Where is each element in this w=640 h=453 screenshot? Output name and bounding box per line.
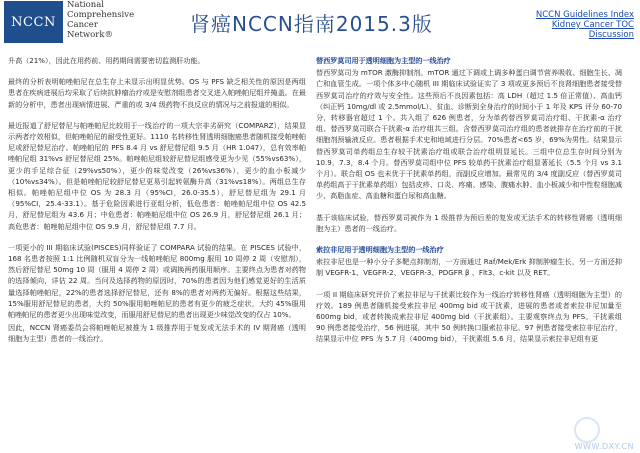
right-paragraph-2: 基于该临床试验，替西罗莫司被作为 1 级推荐为预后差的复发或无法手术的转移性肾癌（透明细胞为主）患者的一线治疗。 xyxy=(316,212,622,233)
left-paragraph-1: 升高（21%），因此在用药前、用药期间需要密切监测肝功能。 xyxy=(8,56,205,65)
watermark-text: WWW.DXY.CN xyxy=(574,442,634,451)
kidney-cancer-toc-link[interactable]: Kidney Cancer TOC xyxy=(551,20,634,30)
guidelines-index-link[interactable]: NCCN Guidelines Index xyxy=(535,10,634,20)
document-title: 肾癌NCCN指南2015.3版 xyxy=(190,12,433,36)
section-heading-sorafenib: 索拉非尼用于透明细胞为主型的一线治疗 xyxy=(316,245,444,255)
discussion-link[interactable]: Discussion xyxy=(588,30,634,40)
org-line-4: Network® xyxy=(67,30,113,40)
right-paragraph-4: 一项 II 期临床研究评价了索拉非尼与干扰素比较作为一线治疗转移性肾癌（透明细胞为主型）的疗效。189 例患者随机接受索拉非尼 400mg bid 或干扰素，进展的患者或者索拉非尼加量至 600mg bid，或者转换成索拉非尼 400mg bid（干扰素组）。主要观察终点为 PFS。干扰素组 90 例患者接受治疗，56 例进展，其中 50 例转换口服索拉非尼。97 例患者接受索拉非尼治疗，结果显示中位 PFS 为 5.7 月（400mg bid），干扰素组 5.6 月，结果显示索拉非尼组有更 xyxy=(316,289,622,344)
nccn-logo xyxy=(4,1,63,43)
section-heading-temsirolimus: 替西罗莫司用于透明细胞为主型的一线治疗 xyxy=(316,56,451,65)
org-line-2: Comprehensive xyxy=(67,10,135,20)
right-paragraph-1: 替西罗莫司为 mTOR 激酶抑制剂。mTOR 通过下调或上调多种蛋白调节营养吸收、细胞生长、凋亡和血管生成。一项个体多中心随机 III 期临床试验证实了 3 项或更多预后不良肾细胞患者接受替西罗莫司治疗的疗效与安全性。这些预后不良因素包括：高 LDH（超过 1.5 倍正常值）、高血钙（纠正钙 10mg/dl 或 2.5mmol/L）、贫血、诊断到全身治疗的时间小于 1 年及 KPS 评分 60-70 分，转移器官超过 1 个。共入组了 626 例患者，分为单药替西罗莫司治疗组、干扰素-α 治疗组、替西罗莫司联合干扰素-α 治疗组共三组。含替西罗莫司治疗组的患者就排存在治疗前的干扰细胞剂预输液反应。患者根据手术史和地域进行分层。70%患者<65 岁，69%为男性。结果显示替西罗莫司单药组总生存较干扰素治疗组或联合治疗组明显延长。三组中位总生存时间分别为 10.9，7.3，8.4 个月。替西罗莫司组中位 PFS 较单药干扰素治疗组显著延长（5.5 个月 vs 3.1 个月）。联合组 OS 也未优于干扰素单药组，而副反应增加。最常见的 3/4 度副反应（替西罗莫司单药组高于干扰素单药组）包括皮疹、口炎、疼痛、感染、腹痛水肿、血小板减少和中性粒细胞减少、高脂血症、高血糖和蛋白尿和高血糖。 xyxy=(316,68,622,201)
left-paragraph-4: 一项更小的 III 期临床试验(PISCES)同样验证了 COMPARA 试验的结果。在 PISCES 试验中，168 名患者按照 1:1 比例随机双盲分为一线帕唑帕尼 800mg 服用 10 周停 2 周（安慰剂），然后舒尼替尼 50mg 10 周（服用 4 周停 2 周）或调换两药服用顺序。主要终点为患者对药物的选择倾向，详估 22 周。当问及选择药物的原因时，70%的患者因为他们感觉更好的生活质量选择帕唑帕尼，22%的患者选择舒尼替尼，还有 8%的患者对两药无偏好。根据这些结果，15%服用舒尼替尼的患者，大约 50%服用帕唑帕尼的患者有更少的疲乏症状，大约 45%服用帕唑帕尼的患者更少出现味觉改变，而服用舒尼替尼的患者出现更少味觉改变的仅占 10%。 xyxy=(8,242,306,320)
left-paragraph-5: 因此，NCCN 肾癌委员会将帕唑帕尼被推为 1 级推荐用于复发或无法手术的 IV 期肾癌（透明细胞为主型）患者的一线治疗。 xyxy=(8,323,306,344)
org-line-1: National xyxy=(67,0,105,10)
watermark-logo-icon xyxy=(574,417,600,443)
page-header xyxy=(0,0,640,50)
left-column xyxy=(8,55,306,355)
guideline-links xyxy=(536,10,634,40)
left-paragraph-2: 最终的分析表明帕唑帕尼在总生存上未显示出明显优势。OS 与 PFS 缺乏相关性的原因是两组患者在疾病进展后均采取了后续抗肿瘤治疗或是安慰剂组患者交叉进入帕唑帕尼组并掩盖。在最新的分析中，患者出现病情进展、严重的或 3/4 级药物不良反应的情况与之前报道的相似。 xyxy=(8,77,306,109)
logo-text: NCCN xyxy=(11,14,56,30)
right-column xyxy=(316,55,622,355)
right-paragraph-3: 索拉非尼也是一种小分子多靶点抑制剂，一方面通过 Raf/Mek/Erk 抑制肿瘤生长，另一方面还抑制 VEGFR-1、VEGFR-2、VEGFR-3、PDGFR β 、Flt3、c-kit 以及 RET。 xyxy=(316,257,622,278)
organization-name xyxy=(67,0,134,40)
org-line-3: Cancer xyxy=(67,20,98,30)
left-paragraph-3: 最近报道了舒尼替尼与帕唑帕尼比较用于一线治疗的一项大宗非劣研究（COMPARZ），结果显示两者疗效相似，但帕唑帕尼的耐受性更好。1110 名转移性肾透明细胞癌患者随机接受帕唑帕尼或舒尼替尼治疗。帕唑帕尼的 PFS 8.4 月 vs 舒尼替尼组 9.5 月（HR 1.047），总有效率帕唑帕尼组 31%vs 舒尼替尼组 25%。帕唑帕尼组较舒尼替尼组感受更为少见（55%vs63%），更少的手足综合征（29%vs50%），更少的味觉改变（26%vs36%），更少的血小板减少（10%vs34%）。但是帕唑帕尼较舒尼替尼更易引起转氨酶升高（31%vs18%）。两组总生存相似。帕唑帕尼组中位 OS 为 28.3 月（95%CI，26.0-35.5），舒尼替尼组为 29.1 月（95%CI，25.4-33.1）。基于危险因素进行亚组分析，低危患者：帕唑帕尼组中位 OS 42.5 月，舒尼替尼组为 43.6 月；中危患者：帕唑帕尼组中位 OS 26.9 月，舒尼替尼组 26.1 月；高危患者：帕唑帕尼组中位 OS 9.9 月，舒尼替尼组 7.7 月。 xyxy=(8,120,306,231)
